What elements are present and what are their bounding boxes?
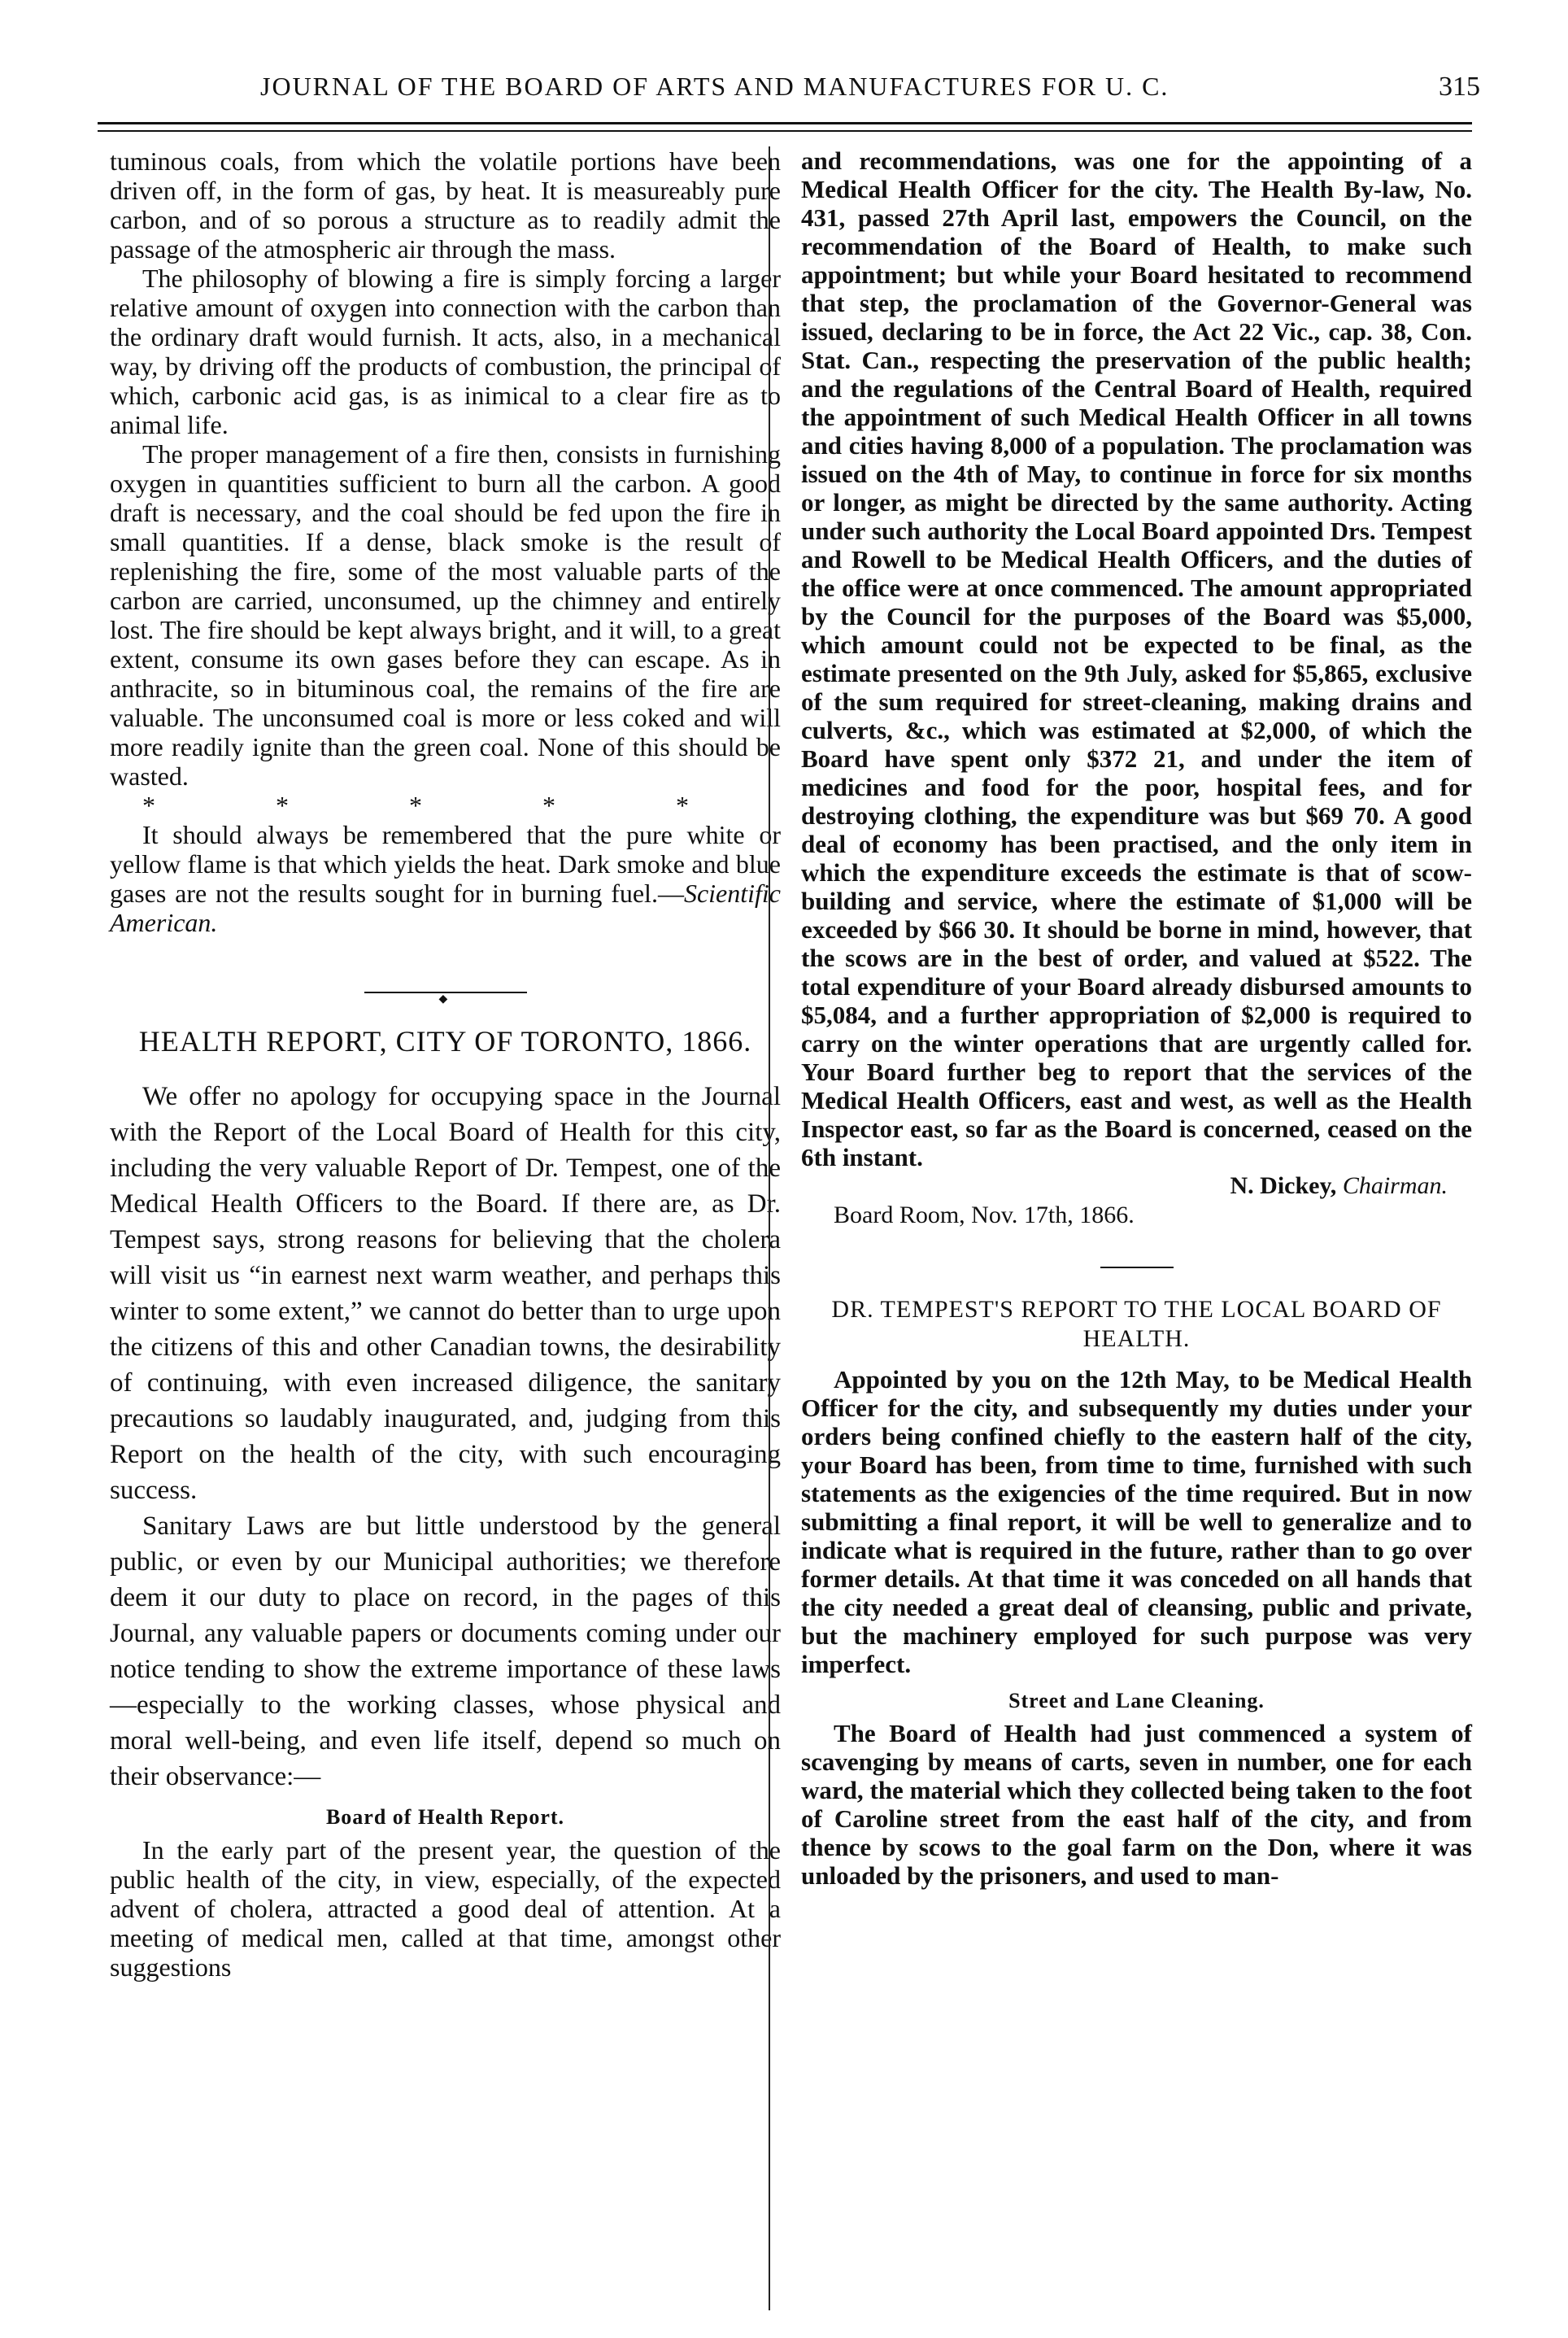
intro-paragraph: Sanitary Laws are but little understood by the general public, or even by our Municipal authorities; we therefore deem it our duty to place on record, in the pages of this Journal, any valuable papers or documents coming under our notice tending to show the extreme importance of these laws—especially to the working classes, whose physical and moral well-being, and even life itself, depend so much on their observance:—	[110, 1511, 781, 1791]
source-citation: Scientific American.	[110, 879, 781, 937]
column-divider	[769, 146, 770, 2310]
paragraph	[110, 820, 781, 937]
paragraph: tuminous coals, from which the volatile portions have been driven off, in the form of gas, by heat. It is measureably pure carbon, and of so porous a structure as to readily admit the passage of the atmospheric air through the mass.	[110, 146, 781, 264]
paragraph: and recommendations, was one for the appointing of a Medical Health Officer for the city. The Health By-law, No. 431, passed 27th April last, empowers the Council, on the recommendation of the Board of Health, to make such appointment; but while your Board hesitated to recommend that step, the proclamation of the Governor-General was issued, declaring to be in force, the Act 22 Vic., cap. 38, Con. Stat. Can., respecting the preservation of the public health; and the regulations of the Central Board of Health, required the appointment of such Medical Health Officer in all towns and cities having 8,000 of a population. The proclamation was issued on the 4th of May, to continue in force for six months or longer, as might be directed by the same authority. Acting under such authority the Local Board appointed Drs. Tempest and Rowell to be Medical Health Officers, and the duties of the office were at once commenced. The amount appropriated by the Council for the purposes of the Board was $5,000, which amount could not be expected to be final, as the estimate presented on the 9th July, asked for $5,865, exclusive of the sum required for street-cleaning, making drains and culverts, &c., which was estimated at $2,000, of which the Board have spent only $372 21, and under the item of medicines and food for the poor, hospital fees, and for destroying clothing, the expenditure was but $69 70. A good deal of economy has been practised, and the only item in which the expenditure exceeds the estimate is that of scow-building and service, where the estimate of $1,000 will be exceeded by $66 30. It should be borne in mind, however, that the scows are in the best of order, and valued at $522. The total expenditure of your Board already disbursed amounts to $5,084, and a further appropriation of $2,000 is required to carry on the winter operations that are urgently called for. Your Board further beg to report that the services of the Medical Health Officers, east and west, as well as the Health Inspector east, so far as the Board is concerned, ceased on the 6th instant.	[801, 146, 1472, 1171]
dateline: Board Room, Nov. 17th, 1866.	[834, 1202, 1135, 1228]
page-header	[98, 65, 1480, 114]
paragraph: Appointed by you on the 12th May, to be Medical Health Officer for the city, and subsequently my duties under your orders being confined chiefly to the eastern half of the city, your Board has been, from time to time, furnished with such statements as the exigencies of the time required. But in now submitting a final report, it will be well to generalize and to indicate what is required in the future, rather than to go over former details. At that time it was conceded on all hands that the city needed a great deal of cleansing, public and private, but the machinery employed for such purpose was very imperfect.	[801, 1365, 1472, 1678]
signature-name: N. Dickey,	[1230, 1172, 1337, 1199]
short-rule	[801, 1245, 1472, 1274]
paragraph: The proper management of a fire then, consists in furnishing oxygen in quantities sufficient to burn all the carbon. A good draft is necessary, and the coal should be fed upon the fire in small quantities. If a dense, black smoke is the result of replenishing the fire, some of the most valuable parts of the carbon are carried, unconsumed, up the chimney and entirely lost. The fire should be kept always bright, and it will, to a great extent, consume its own gases before they can escape. As in anthracite, so in bituminous coal, the remains of the fire are valuable. The unconsumed coal is more or less coked and will more readily ignite than the green coal. None of this should be wasted.	[110, 439, 781, 791]
page-number: 315	[1439, 72, 1480, 102]
section-break-stars: * * * * *	[142, 791, 746, 820]
paragraph: The philosophy of blowing a fire is simply forcing a larger relative amount of oxygen into connection with the carbon than the ordinary draft would furnish. It acts, also, in a mechanical way, by driving off the products of combustion, the principal of which, carbonic acid gas, is as inimical to a clear fire as to animal life.	[110, 264, 781, 439]
signature	[801, 1171, 1472, 1201]
paragraph: In the early part of the present year, the question of the public health of the city, in view, especially, of the expected advent of cholera, attracted a good deal of attention. At a meeting of medical men, called at that time, amongst other suggestions	[110, 1835, 781, 1982]
signature-role: Chairman.	[1342, 1172, 1448, 1199]
report-title: DR. TEMPEST'S REPORT TO THE LOCAL BOARD OF HEALTH.	[831, 1296, 1442, 1352]
subheading-street-cleaning: Street and Lane Cleaning.	[1008, 1689, 1265, 1712]
running-title: JOURNAL OF THE BOARD OF ARTS AND MANUFACTURES FOR U. C.	[260, 72, 1169, 101]
header-rule	[98, 122, 1472, 124]
closing-text: It should always be remembered that the pure white or yellow flame is that which yields the heat. Dark smoke and blue gases are not the results sought for in burning fuel.—	[110, 820, 781, 908]
right-column	[801, 146, 1472, 1890]
left-column	[110, 146, 781, 1982]
ornamental-separator	[110, 970, 781, 999]
section-title: HEALTH REPORT, CITY OF TORONTO, 1866.	[138, 1025, 752, 1058]
paragraph: The Board of Health had just commenced a system of scavenging by means of carts, seven in number, one for each ward, the material which they collected being taken to the foot of Caroline street from the east half of the city, and from thence by scows to the goal farm on the Don, where it was unloaded by the prisoners, and used to man-	[801, 1719, 1472, 1890]
header-rule-thin	[98, 130, 1472, 132]
subheading-board-report: Board of Health Report.	[325, 1805, 565, 1829]
intro-paragraph: We offer no apology for occupying space in the Journal with the Report of the Local Board of Health for this city, including the very valuable Report of Dr. Tempest, one of the Medical Health Officers to the Board. If there are, as Dr. Tempest says, strong reasons for believing that the cholera will visit us “in earnest next warm weather, and perhaps this winter to some extent,” we cannot do better than to urge upon the citizens of this and other Canadian towns, the desirability of continuing, with even increased diligence, the sanitary precautions so laudably inaugurated, and, judging from this Report on the health of the city, with such encouraging success.	[110, 1082, 781, 1505]
